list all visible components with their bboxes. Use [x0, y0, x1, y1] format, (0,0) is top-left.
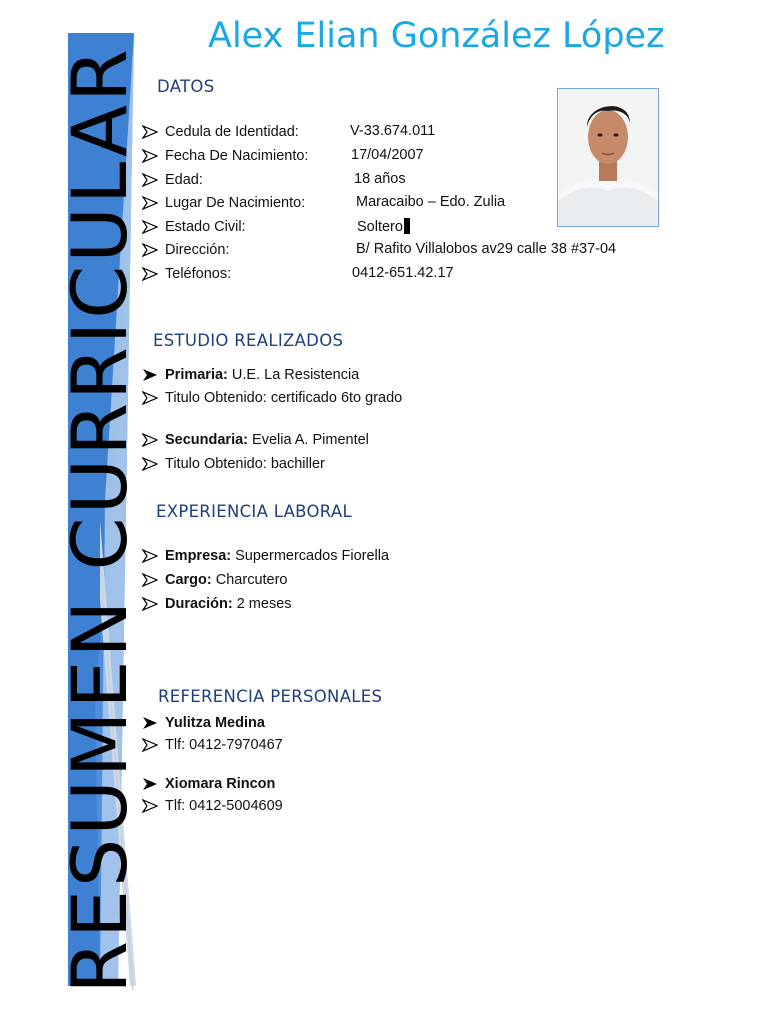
- data-label: Teléfonos:: [165, 266, 232, 282]
- data-row: [142, 240, 229, 260]
- data-label: Fecha De Nacimiento:: [165, 148, 309, 164]
- duracion-value: 2 meses: [236, 596, 292, 612]
- arrow-bullet-icon: [142, 173, 160, 187]
- data-value: [351, 147, 424, 163]
- arrow-bullet-icon: [142, 368, 160, 382]
- data-value-text: Soltero: [357, 219, 403, 235]
- data-label: Estado Civil:: [165, 219, 246, 235]
- list-item: [142, 388, 402, 408]
- data-label: Dirección:: [165, 242, 230, 258]
- section-title-referencias: REFERENCIA PERSONALES: [158, 687, 383, 706]
- arrow-bullet-icon: [142, 738, 160, 752]
- section-title-datos: DATOS: [157, 77, 215, 96]
- section-title-experiencia: EXPERIENCIA LABORAL: [156, 502, 352, 521]
- primaria-label: Primaria:: [165, 367, 228, 383]
- arrow-bullet-icon: [142, 597, 160, 611]
- section-title-estudios: ESTUDIO REALIZADOS: [153, 331, 344, 350]
- arrow-bullet-icon: [142, 777, 160, 791]
- data-value: [356, 194, 505, 210]
- portrait-photo-icon: [558, 89, 658, 226]
- arrow-bullet-icon: [142, 196, 160, 210]
- arrow-bullet-icon: [142, 799, 160, 813]
- arrow-bullet-icon: [142, 573, 160, 587]
- list-item: [142, 774, 275, 794]
- data-row: [142, 122, 299, 142]
- arrow-bullet-icon: [142, 220, 160, 234]
- data-label: Edad:: [165, 172, 203, 188]
- list-item: [142, 454, 325, 474]
- primaria-titulo: Titulo Obtenido: certificado 6to grado: [165, 390, 403, 406]
- text-cursor: [404, 218, 410, 234]
- arrow-bullet-icon: [142, 391, 160, 405]
- arrow-bullet-icon: [142, 549, 160, 563]
- data-row: [142, 193, 305, 213]
- data-row: [142, 217, 246, 237]
- data-label: Lugar De Nacimiento:: [165, 195, 306, 211]
- arrow-bullet-icon: [142, 457, 160, 471]
- reference-phone: Tlf: 0412-7970467: [165, 737, 283, 753]
- empresa-label: Empresa:: [165, 548, 232, 564]
- data-value: [354, 171, 406, 187]
- data-value-text: B/ Rafito Villalobos av29 calle 38 #37-04: [356, 241, 617, 257]
- list-item: [142, 713, 265, 733]
- reference-phone: Tlf: 0412-5004609: [165, 798, 283, 814]
- data-value-text: 17/04/2007: [351, 147, 424, 163]
- secundaria-titulo: Titulo Obtenido: bachiller: [165, 456, 325, 472]
- data-row: [142, 264, 231, 284]
- data-value-text: V-33.674.011: [350, 123, 436, 139]
- list-item: [142, 570, 288, 590]
- candidate-name: Alex Elian González López: [208, 16, 665, 56]
- arrow-bullet-icon: [142, 433, 160, 447]
- reference-name: Yulitza Medina: [165, 715, 265, 731]
- data-row: [142, 170, 203, 190]
- data-value: [350, 123, 435, 139]
- profile-photo: [557, 88, 659, 227]
- duracion-label: Duración:: [165, 596, 233, 612]
- data-value: [352, 265, 454, 281]
- list-item: [142, 796, 283, 816]
- data-value: [357, 218, 410, 235]
- arrow-bullet-icon: [142, 243, 160, 257]
- data-value: [356, 241, 616, 257]
- empresa-value: Supermercados Fiorella: [235, 548, 390, 564]
- data-label: Cedula de Identidad:: [165, 124, 299, 140]
- data-value-text: 0412-651.42.17: [352, 265, 454, 281]
- reference-name: Xiomara Rincon: [165, 776, 276, 792]
- list-item: [142, 430, 369, 450]
- primaria-value: U.E. La Resistencia: [231, 367, 360, 383]
- arrow-bullet-icon: [142, 716, 160, 730]
- cargo-value: Charcutero: [215, 572, 288, 588]
- list-item: [142, 546, 389, 566]
- secundaria-label: Secundaria:: [165, 432, 248, 448]
- vertical-title: RESUMEN CURRICULAR: [55, 46, 144, 994]
- list-item: [142, 365, 359, 385]
- data-value-text: Maracaibo – Edo. Zulia: [356, 194, 506, 210]
- secundaria-value: Evelia A. Pimentel: [252, 432, 369, 448]
- data-row: [142, 146, 308, 166]
- data-value-text: 18 años: [354, 171, 406, 187]
- arrow-bullet-icon: [142, 149, 160, 163]
- list-item: [142, 735, 283, 755]
- arrow-bullet-icon: [142, 125, 160, 139]
- arrow-bullet-icon: [142, 267, 160, 281]
- list-item: [142, 594, 292, 614]
- cargo-label: Cargo:: [165, 572, 212, 588]
